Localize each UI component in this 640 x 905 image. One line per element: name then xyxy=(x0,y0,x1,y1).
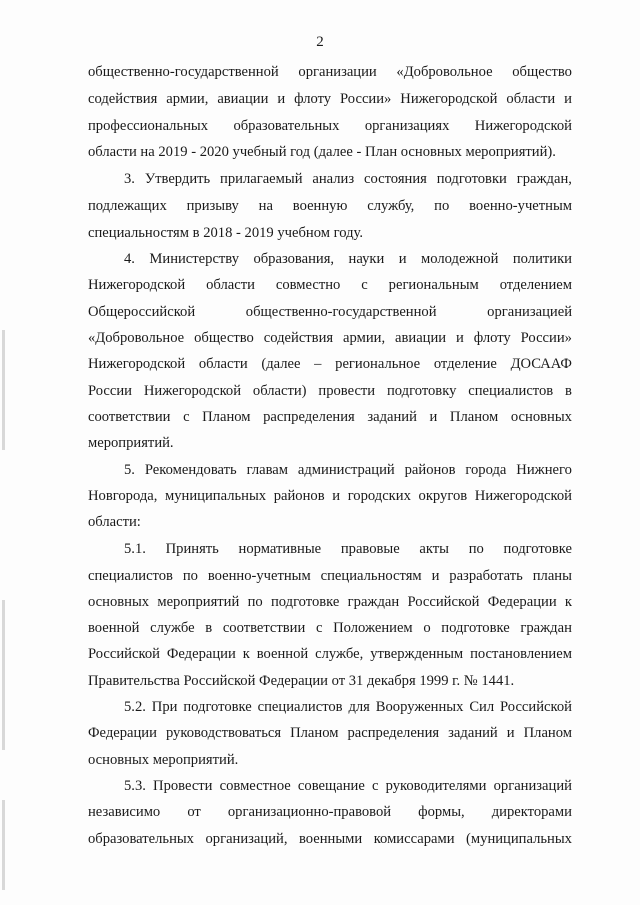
word: города xyxy=(465,462,507,478)
word: о xyxy=(423,620,431,636)
word: муниципальных xyxy=(165,488,267,504)
word: провести xyxy=(318,383,376,399)
word: граждан, xyxy=(516,171,572,187)
word: При xyxy=(151,699,178,715)
word: региональное xyxy=(335,356,421,372)
text-line xyxy=(88,540,572,558)
word: России» xyxy=(340,91,392,107)
word: администраций xyxy=(297,462,395,478)
word: области) xyxy=(252,383,307,399)
word: подготовке xyxy=(503,541,572,557)
word: Российской xyxy=(407,594,480,610)
word: Нижегородской xyxy=(474,488,572,504)
word: Сил xyxy=(469,699,495,715)
word: (далее xyxy=(261,356,301,372)
word: Нижегородской xyxy=(88,277,186,293)
word: и xyxy=(456,330,464,346)
word: Нижегородской xyxy=(143,383,242,399)
word: службе xyxy=(150,620,195,636)
word: районов xyxy=(273,488,325,504)
word: образования, xyxy=(253,251,335,267)
word: от xyxy=(187,804,201,820)
text-line xyxy=(88,593,572,611)
word: «Добровольное xyxy=(396,64,493,80)
word: формы, xyxy=(418,804,465,820)
word: распределения xyxy=(263,409,355,425)
word: планы xyxy=(532,568,572,584)
text-line xyxy=(88,619,572,637)
word: и xyxy=(564,91,572,107)
word: военную xyxy=(292,198,348,214)
text-line: основных мероприятий. xyxy=(88,752,239,768)
word: организации xyxy=(298,64,377,80)
word: молодежной xyxy=(421,251,499,267)
word: с xyxy=(361,277,368,293)
word: директорами xyxy=(491,804,572,820)
word: Федерации xyxy=(487,594,557,610)
word: организационно-правовой xyxy=(227,804,392,820)
text-line xyxy=(88,461,572,479)
word: распределения xyxy=(347,725,440,741)
word: городских xyxy=(347,488,411,504)
word: 3. xyxy=(124,171,135,187)
word: организацией xyxy=(487,304,572,320)
word: отделение xyxy=(433,356,497,372)
word: основных xyxy=(510,409,572,425)
word: совещание xyxy=(297,778,365,794)
word: комиссарами xyxy=(373,831,455,847)
word: акты xyxy=(419,541,449,557)
word: области xyxy=(206,277,255,293)
text-line xyxy=(88,487,572,505)
word: Нижегородской xyxy=(400,91,498,107)
word: Нижегородской xyxy=(474,118,572,134)
word: прилагаемый xyxy=(220,171,303,187)
word: заданий xyxy=(448,725,498,741)
word: Российской xyxy=(500,699,572,715)
text-line xyxy=(88,382,572,400)
word: службе, xyxy=(315,646,364,662)
word: профессиональных xyxy=(88,118,209,134)
word: общественно-государственной xyxy=(88,64,279,80)
word: специалистов xyxy=(88,568,173,584)
word: Новгорода, xyxy=(88,488,158,504)
scan-edge-mark xyxy=(2,600,5,750)
word: и xyxy=(398,251,407,267)
word: политики xyxy=(512,251,572,267)
word: призыву xyxy=(186,198,239,214)
word: Федерации xyxy=(166,646,236,662)
word: соответствии xyxy=(222,620,306,636)
word: региональным xyxy=(388,277,479,293)
word: подготовке xyxy=(183,699,252,715)
word: по xyxy=(434,198,450,214)
word: организаций, xyxy=(205,831,288,847)
word: и xyxy=(431,568,440,584)
text-line xyxy=(88,408,572,426)
word: армии, xyxy=(166,91,209,107)
word: организациях xyxy=(364,118,450,134)
word: – xyxy=(314,356,322,372)
word: содействия xyxy=(263,330,334,346)
word: руководителями xyxy=(385,778,487,794)
word: специальностям xyxy=(320,568,422,584)
word: главам xyxy=(246,462,289,478)
text-line xyxy=(88,777,572,795)
text-line: мероприятий. xyxy=(88,435,174,451)
word: военной xyxy=(88,620,140,636)
text-line xyxy=(88,803,572,821)
word: авиации xyxy=(395,330,447,346)
word: состояния xyxy=(364,171,427,187)
word: 5.3. xyxy=(124,778,146,794)
word: 5.1. xyxy=(124,541,146,557)
word: специалистов xyxy=(468,383,554,399)
text-line xyxy=(88,645,572,663)
text-line: специальностям в 2018 - 2019 учебном году. xyxy=(88,225,364,241)
word: образовательных xyxy=(88,831,194,847)
word: Планом xyxy=(290,725,339,741)
word: граждан xyxy=(520,620,572,636)
word: правовые xyxy=(340,541,400,557)
word: образовательных xyxy=(233,118,340,134)
word: руководствоваться xyxy=(165,725,282,741)
word: независимо xyxy=(88,804,161,820)
word: с xyxy=(315,620,323,636)
word: граждан xyxy=(347,594,400,610)
word: флоту xyxy=(473,330,511,346)
word: содействия xyxy=(88,91,158,107)
word: по xyxy=(468,541,484,557)
word: отделением xyxy=(499,277,572,293)
word: Федерации xyxy=(88,725,157,741)
word: в xyxy=(205,620,213,636)
word: Нижнего xyxy=(516,462,572,478)
scan-edge-mark xyxy=(2,800,5,890)
word: подготовку xyxy=(386,383,457,399)
text-line xyxy=(88,329,572,347)
text-line xyxy=(88,724,572,742)
word: 4. xyxy=(124,251,135,267)
word: утвержденным xyxy=(370,646,464,662)
text-line: области на 2019 - 2020 учебный год (далее - План основных мероприятий). xyxy=(88,144,556,160)
text-line: области: xyxy=(88,514,141,530)
word: службу, xyxy=(367,198,415,214)
text-line xyxy=(88,170,572,188)
word: к xyxy=(242,646,250,662)
word: военной xyxy=(256,646,309,662)
word: Провести xyxy=(153,778,213,794)
word: общество xyxy=(512,64,572,80)
word: заданий xyxy=(367,409,417,425)
word: военно-учетным xyxy=(207,568,311,584)
word: области xyxy=(198,356,248,372)
word: подготовке xyxy=(270,594,340,610)
word: основных xyxy=(88,594,150,610)
word: Рекомендовать xyxy=(144,462,237,478)
word: военно-учетным xyxy=(469,198,572,214)
word: и xyxy=(277,91,286,107)
word: соответствии xyxy=(88,409,171,425)
word: нормативные xyxy=(238,541,322,557)
word: России xyxy=(88,383,132,399)
word: с xyxy=(371,778,379,794)
page-number: 2 xyxy=(316,34,324,50)
word: и xyxy=(506,725,515,741)
word: Положением xyxy=(333,620,413,636)
word: России» xyxy=(520,330,572,346)
word: области xyxy=(506,91,556,107)
word: по xyxy=(182,568,198,584)
word: анализ xyxy=(312,171,355,187)
text-line xyxy=(88,250,572,268)
word: армии, xyxy=(343,330,386,346)
word: по xyxy=(247,594,263,610)
word: Российской xyxy=(88,646,160,662)
word: (муниципальных xyxy=(466,831,572,847)
word: подготовке xyxy=(441,620,510,636)
text-line xyxy=(88,567,572,585)
word: постановлением xyxy=(470,646,572,662)
word: организаций xyxy=(493,778,572,794)
word: общественно-государственной xyxy=(245,304,437,320)
text-line xyxy=(88,830,572,848)
text-line xyxy=(88,117,572,135)
word: общество xyxy=(194,330,254,346)
word: науки xyxy=(348,251,385,267)
word: мероприятий xyxy=(157,594,240,610)
text-line xyxy=(88,303,572,321)
word: с xyxy=(183,409,190,425)
text-line xyxy=(88,276,572,294)
word: 5. xyxy=(124,462,135,478)
word: к xyxy=(564,594,572,610)
word: и xyxy=(429,409,438,425)
word: Утвердить xyxy=(144,171,211,187)
text-line xyxy=(88,197,572,215)
word: авиации xyxy=(217,91,269,107)
word: специалистов xyxy=(257,699,343,715)
word: районов xyxy=(404,462,456,478)
word: Планом xyxy=(202,409,251,425)
word: для xyxy=(348,699,370,715)
word: совместно xyxy=(275,277,341,293)
text-line xyxy=(88,63,572,81)
word: подлежащих xyxy=(88,198,167,214)
word: Принять xyxy=(165,541,219,557)
scan-edge-mark xyxy=(2,330,5,450)
word: на xyxy=(258,198,273,214)
word: разработать xyxy=(449,568,523,584)
text-line xyxy=(88,355,572,373)
text-line xyxy=(88,698,572,716)
word: Вооруженных xyxy=(375,699,464,715)
text-line xyxy=(88,90,572,108)
word: подготовки xyxy=(436,171,507,187)
word: Общероссийской xyxy=(88,304,196,320)
word: Министерству xyxy=(149,251,239,267)
word: военными xyxy=(298,831,363,847)
word: Планом xyxy=(449,409,499,425)
word: ДОСААФ xyxy=(510,356,572,372)
word: совместное xyxy=(219,778,291,794)
word: «Добровольное xyxy=(88,330,185,346)
word: Нижегородской xyxy=(88,356,186,372)
word: и xyxy=(332,488,341,504)
word: Планом xyxy=(523,725,572,741)
word: в xyxy=(565,383,572,399)
word: 5.2. xyxy=(124,699,146,715)
word: округов xyxy=(418,488,468,504)
text-line: Правительства Российской Федерации от 31 декабря 1999 г. № 1441. xyxy=(88,673,515,689)
word: флоту xyxy=(294,91,332,107)
